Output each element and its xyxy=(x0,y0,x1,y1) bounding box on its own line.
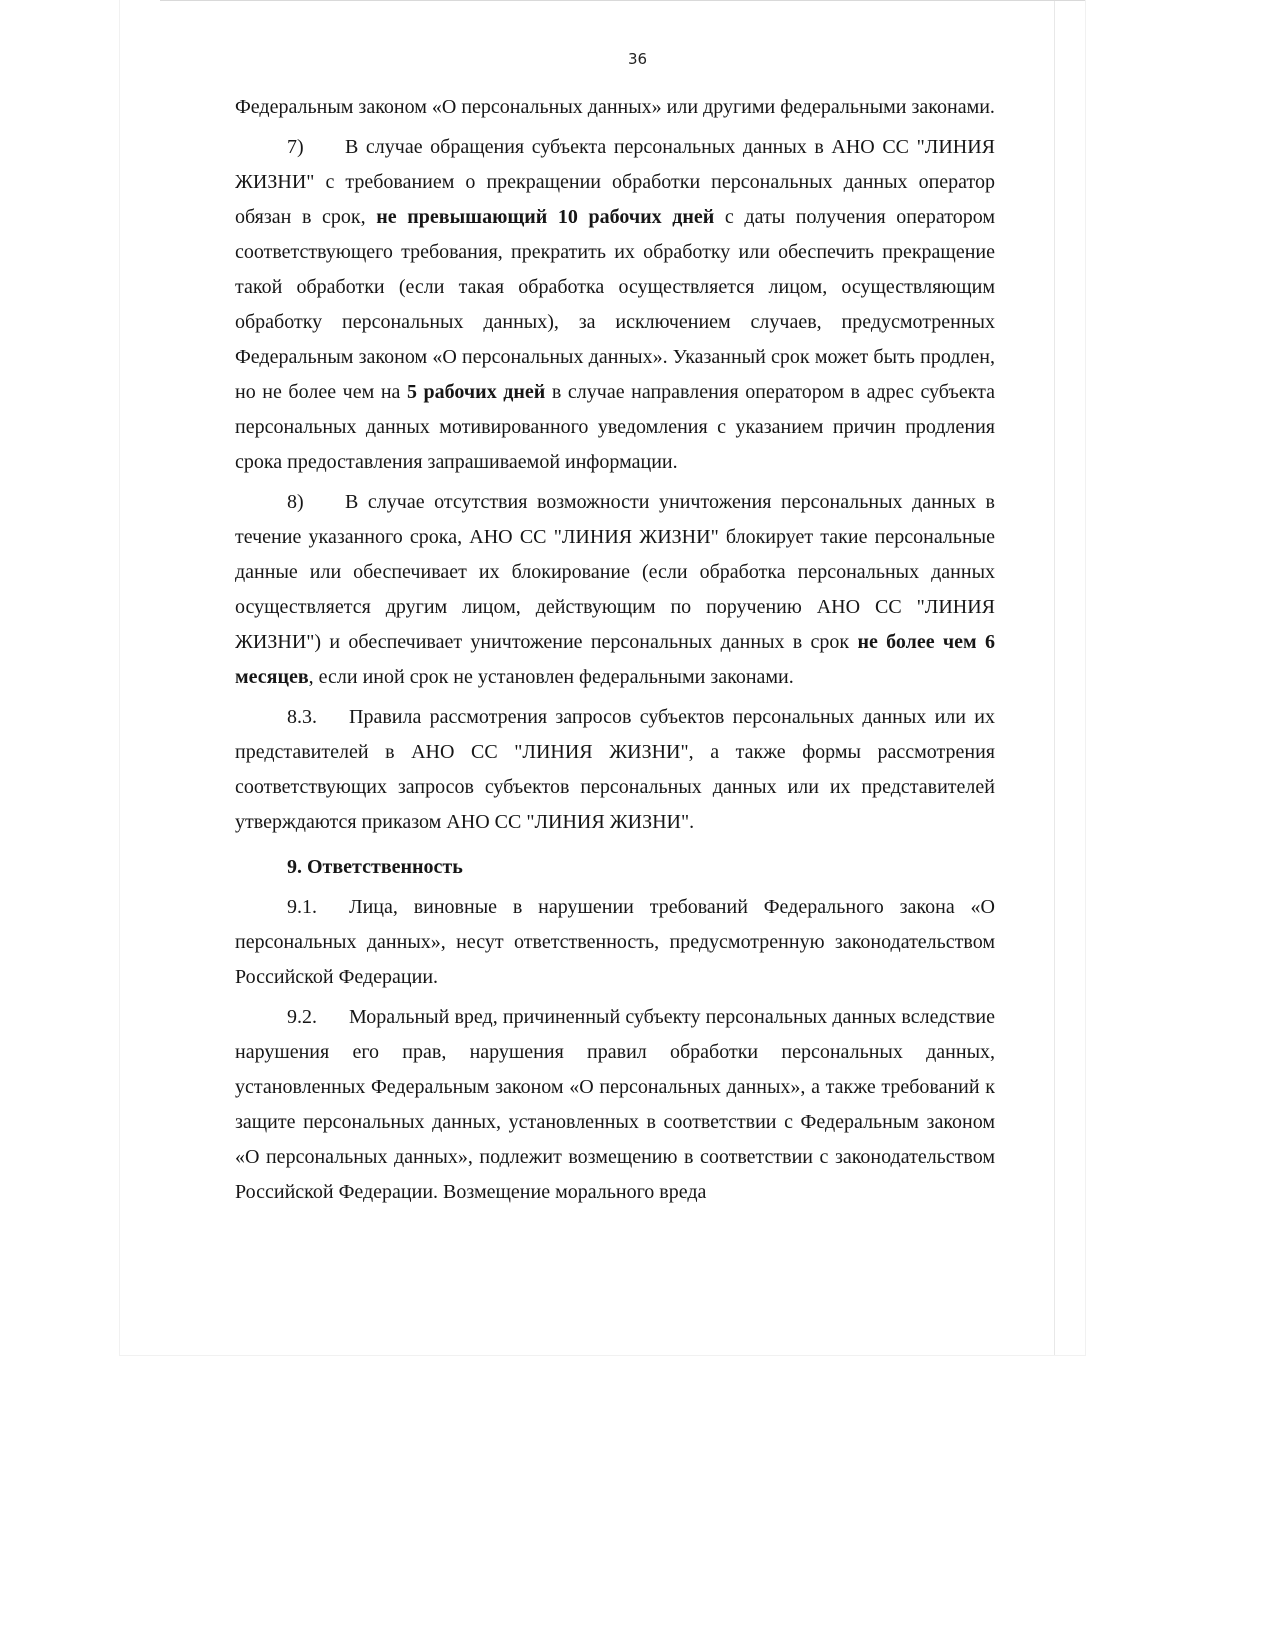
item-7-text-b: с даты получения оператором соответствующего требования, прекратить их обработку или обеспечить прекращение такой обработки (если такая обработка осуществляется лицом, осуществляющим обработку персональных данных), за исключением случаев, предусмотренных Федеральным законом «О персональных данных». Указанный срок может быть продлен, но не более чем на xyxy=(235,206,995,403)
item-7-text-c: в случае направления оператором в адрес субъекта персональных данных мотивированного уведомления с указанием причин продления срока предоставления запрашиваемой информации. xyxy=(235,381,996,473)
page-number: 36 xyxy=(627,50,648,68)
item-8-text-a: В случае отсутствия возможности уничтожения персональных данных в течение указанного срока, АНО СС "ЛИНИЯ ЖИЗНИ" блокирует такие персональные данные или обеспечивает их блокирование (если обработка персональных данных осуществляется другим лицом, действующим по поручению АНО СС "ЛИНИЯ ЖИЗНИ") и обеспечивает уничтожение персональных данных в срок xyxy=(235,491,995,653)
scan-top-line xyxy=(160,0,1085,1)
item-7-paragraph xyxy=(235,130,995,480)
item-8-text-b: , если иной срок не установлен федеральными законами. xyxy=(308,666,794,688)
item-9-1-text: Лица, виновные в нарушении требований Федерального закона «О персональных данных», несут ответственность, предусмотренную законодательством Российской Федерации. xyxy=(235,896,995,988)
item-7-text-a: В случае обращения субъекта персональных данных в АНО СС "ЛИНИЯ ЖИЗНИ" с требованием о прекращении обработки персональных данных оператор обязан в срок, xyxy=(235,136,995,228)
scan-edge-line xyxy=(1054,0,1055,1355)
item-8-paragraph xyxy=(235,485,995,695)
item-8-3-number: 8.3. xyxy=(287,706,317,728)
item-9-1-number: 9.1. xyxy=(287,896,317,918)
item-7-bold-a: не превышающий 10 рабочих дней xyxy=(376,206,715,228)
item-9-2-text: Моральный вред, причиненный субъекту персональных данных вследствие нарушения его прав, нарушения правил обработки персональных данных, установленных Федеральным законом «О персональных данных», а также требований к защите персональных данных, установленных в соответствии с Федеральным законом «О персональных данных», подлежит возмещению в соответствии с законодательством Российской Федерации. Возмещение морального вреда xyxy=(235,1006,995,1203)
item-7-number: 7) xyxy=(287,136,304,158)
intro-paragraph: Федеральным законом «О персональных данных» или другими федеральными законами. xyxy=(235,96,995,118)
item-9-2-number: 9.2. xyxy=(287,1006,317,1028)
document-body xyxy=(235,90,995,1210)
item-8-bold-a: не более чем 6 месяцев xyxy=(235,631,995,688)
item-8-number: 8) xyxy=(287,491,304,513)
section-9-heading: 9. Ответственность xyxy=(287,856,463,878)
item-8-3-paragraph xyxy=(235,700,995,840)
item-8-3-text: Правила рассмотрения запросов субъектов персональных данных или их представителей в АНО СС "ЛИНИЯ ЖИЗНИ", а также формы рассмотрения соответствующих запросов субъектов персональных данных или их представителей утверждаются приказом АНО СС "ЛИНИЯ ЖИЗНИ". xyxy=(235,706,995,833)
item-9-2-paragraph xyxy=(235,1000,995,1210)
item-7-bold-b: 5 рабочих дней xyxy=(406,381,546,403)
item-9-1-paragraph xyxy=(235,890,995,995)
